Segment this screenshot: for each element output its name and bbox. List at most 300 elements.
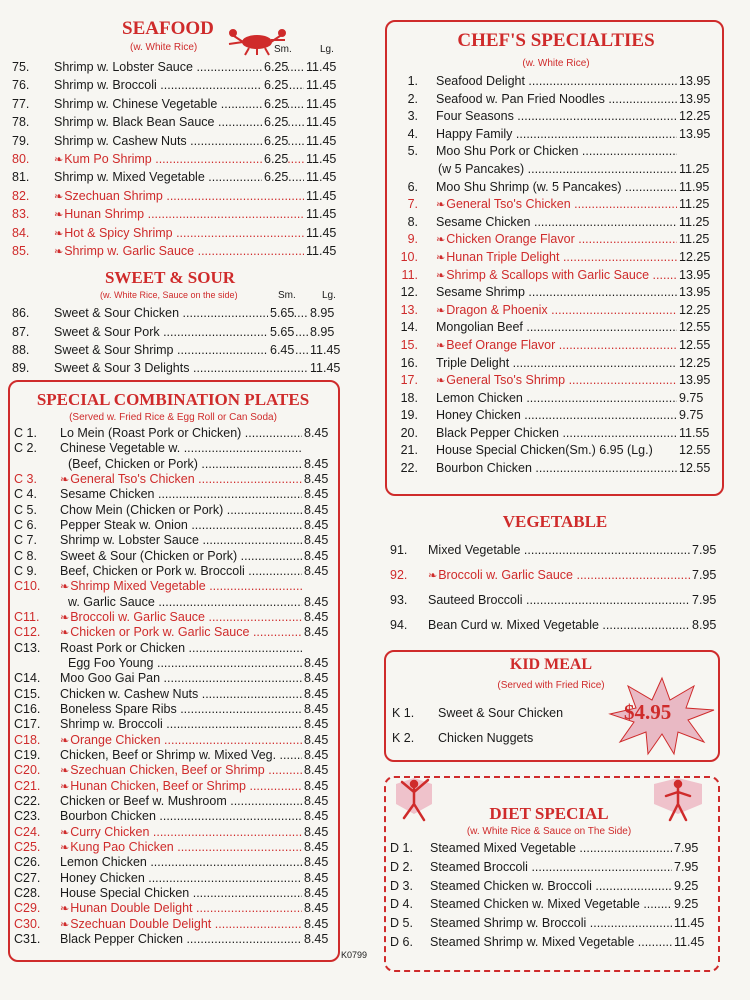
item-price-large: 11.45: [304, 76, 336, 94]
item-price: 8.45: [304, 839, 329, 854]
item-number: D 6.: [390, 934, 413, 949]
item-price: 9.25: [672, 895, 698, 914]
sweet-sour-list: [12, 304, 342, 378]
item-marker: [436, 303, 446, 317]
item-name: ❧ Shrimp & Scallops with Garlic Sauce .....: [436, 267, 677, 286]
item-name: Bourbon Chicken .....: [436, 460, 677, 478]
item-marker: [60, 840, 70, 854]
item-name: (w 5 Pancakes) .....: [438, 161, 677, 179]
item-marker: [436, 197, 446, 211]
item-marker: [60, 579, 70, 593]
item-name: Sesame Chicken .....: [436, 214, 677, 232]
vegetable-section: [390, 512, 720, 638]
item-price-small: 6.25: [262, 113, 288, 131]
menu-item: [12, 113, 342, 131]
item-price: 8.45: [304, 747, 329, 762]
item-price: 13.95: [677, 126, 710, 144]
menu-item: [12, 323, 342, 341]
menu-item: [398, 284, 714, 302]
item-price: 8.95: [690, 613, 716, 638]
menu-item: [14, 932, 332, 947]
item-name: ❧ Kum Po Shrimp .....: [54, 150, 304, 169]
menu-item: [14, 671, 332, 686]
item-marker: [54, 152, 64, 166]
item-number: K 1.: [392, 706, 415, 720]
item-price-small: 6.25: [262, 168, 288, 186]
item-name: Honey Chicken .....: [436, 407, 677, 425]
item-name: Shrimp w. Cashew Nuts .....: [54, 132, 304, 150]
item-marker: [54, 189, 64, 203]
item-name: ❧ Szechuan Double Delight .....: [60, 917, 302, 933]
item-price-large: 11.45: [308, 359, 340, 377]
item-number: C 6.: [14, 517, 37, 532]
menu-item: [390, 933, 708, 952]
menu-item: [14, 763, 332, 778]
item-price-small: 6.25: [262, 58, 288, 76]
item-number: 7.: [407, 197, 418, 212]
menu-item: [14, 687, 332, 702]
menu-item: [12, 341, 342, 359]
item-number: 12.: [400, 285, 418, 300]
menu-item: [398, 214, 714, 232]
item-price: 11.45: [672, 914, 704, 933]
vegetable-list: [390, 538, 720, 638]
item-name: Sesame Chicken .....: [60, 487, 302, 502]
menu-item: [398, 425, 714, 443]
item-name: ❧ Hunan Shrimp .....: [54, 205, 304, 224]
item-price-large: 11.45: [304, 205, 336, 223]
item-price-large: 11.45: [304, 224, 336, 242]
item-price: 11.25: [677, 231, 709, 249]
item-number: C 5.: [14, 502, 37, 517]
combo-title: SPECIAL COMBINATION PLATES: [36, 390, 310, 409]
item-name: Steamed Mixed Vegetable .....: [430, 839, 672, 858]
item-number: 79.: [12, 133, 30, 148]
item-number: K 2.: [392, 731, 415, 745]
item-price: 8.45: [304, 824, 329, 839]
item-price: 12.25: [677, 108, 710, 126]
item-price: 12.55: [677, 337, 710, 355]
item-price: 8.45: [304, 487, 329, 502]
item-number: 93.: [390, 593, 408, 607]
combination-section: [14, 390, 332, 947]
item-name: ❧ Shrimp w. Garlic Sauce .....: [54, 242, 304, 261]
item-price: 7.95: [690, 588, 716, 613]
item-price: 9.75: [677, 407, 703, 425]
item-number: D 2.: [390, 859, 413, 874]
item-name: Beef, Chicken or Pork w. Broccoli .....: [60, 564, 302, 579]
item-name: Shrimp w. Mixed Vegetable .....: [54, 168, 304, 186]
menu-item: [14, 487, 332, 502]
item-number: 91.: [390, 543, 408, 557]
menu-item: [14, 871, 332, 886]
item-price: 11.25: [677, 196, 709, 214]
item-number: 6.: [407, 179, 418, 194]
menu-item: [390, 877, 708, 896]
item-name: Steamed Shrimp w. Mixed Vegetable .....: [430, 933, 672, 952]
item-price: 13.95: [677, 284, 710, 302]
item-name: Chinese Vegetable w. .....: [60, 441, 302, 456]
diet-list: [390, 839, 708, 952]
item-number: 4.: [407, 126, 418, 141]
item-name: Sweet & Sour 3 Delights .....: [54, 359, 308, 377]
item-price: 12.55: [677, 460, 710, 478]
menu-item: [12, 76, 342, 94]
item-name: (Beef, Chicken or Pork) .....: [68, 457, 302, 472]
item-number: 77.: [12, 96, 30, 111]
item-name: Chicken Nuggets: [438, 731, 534, 745]
item-number: 84.: [12, 225, 30, 240]
item-number: 85.: [12, 243, 30, 258]
item-number: 10.: [400, 249, 418, 264]
item-price: 8.45: [304, 901, 329, 916]
item-name: ❧ Hot & Spicy Shrimp .....: [54, 224, 304, 243]
menu-item: [14, 794, 332, 809]
chef-section: [398, 30, 714, 478]
item-number: 81.: [12, 170, 30, 185]
item-number: 20.: [400, 425, 418, 440]
diet-section: [390, 804, 708, 952]
item-price: 7.95: [690, 538, 716, 563]
menu-item: [390, 895, 708, 914]
menu-item: [398, 372, 714, 390]
item-name: Black Pepper Chicken .....: [60, 932, 302, 947]
item-name: ❧ Beef Orange Flavor .....: [436, 337, 677, 356]
item-number: D 1.: [390, 841, 413, 855]
menu-item: [398, 179, 714, 197]
item-price: 8.45: [304, 763, 329, 778]
item-name: Roast Pork or Chicken .....: [60, 641, 302, 656]
menu-item: [12, 132, 342, 150]
item-marker: [436, 250, 446, 264]
item-price-large: 8.95: [308, 304, 334, 322]
item-marker: [436, 373, 446, 387]
diet-subtitle: (w. White Rice & Sauce on The Side): [466, 826, 632, 837]
item-number: C23.: [14, 809, 41, 824]
item-number: D 3.: [390, 878, 413, 893]
menu-item: [14, 855, 332, 870]
menu-item: [398, 460, 714, 478]
menu-item: [398, 249, 714, 267]
item-price: 11.25: [677, 161, 709, 179]
item-name: Seafood w. Pan Fried Noodles .....: [436, 91, 677, 109]
item-price: 8.45: [304, 931, 329, 946]
item-price: 8.45: [304, 732, 329, 747]
item-marker: [60, 625, 70, 639]
item-number: C 4.: [14, 487, 37, 502]
item-price: 8.45: [304, 809, 329, 824]
item-name: ❧ Orange Chicken .....: [60, 733, 302, 749]
item-marker: [436, 268, 446, 282]
menu-item: [12, 304, 342, 322]
item-price: 12.25: [677, 302, 710, 320]
item-name: Shrimp w. Lobster Sauce .....: [54, 58, 304, 76]
item-price: 8.45: [304, 778, 329, 793]
item-price-small: 6.25: [262, 76, 288, 94]
item-number: 16.: [400, 355, 418, 370]
chef-list: [398, 73, 714, 478]
item-price-small: 6.45: [268, 341, 294, 359]
chef-title: CHEF'S SPECIALTIES: [457, 30, 655, 51]
menu-item: [14, 702, 332, 717]
item-price: 8.45: [304, 870, 329, 885]
item-name: House Special Chicken .....: [60, 886, 302, 901]
item-price: 8.45: [304, 885, 329, 900]
menu-item: [14, 518, 332, 533]
item-number: C18.: [14, 732, 41, 747]
item-number: 76.: [12, 78, 30, 93]
item-name: ❧ Chicken or Pork w. Garlic Sauce .....: [60, 625, 302, 641]
item-number: C26.: [14, 855, 41, 870]
item-marker: [60, 901, 70, 915]
item-marker: [60, 763, 70, 777]
item-name: Steamed Shrimp w. Broccoli .....: [430, 914, 672, 933]
menu-item: [14, 595, 332, 610]
item-price: 12.25: [677, 355, 710, 373]
item-price: 8.45: [304, 655, 329, 670]
item-price: 8.45: [304, 471, 329, 486]
item-number: C20.: [14, 763, 41, 778]
item-name: Shrimp w. Broccoli .....: [54, 76, 304, 94]
menu-item: [398, 319, 714, 337]
item-price: 8.45: [304, 426, 329, 440]
item-name: Lemon Chicken .....: [60, 855, 302, 870]
item-price: 8.45: [304, 916, 329, 931]
item-number: C29.: [14, 901, 41, 916]
item-number: 3.: [407, 109, 418, 124]
menu-item: [14, 809, 332, 824]
item-name: w. Garlic Sauce .....: [68, 595, 302, 610]
kid-title: KID MEAL: [509, 656, 593, 673]
item-price: 8.45: [304, 563, 329, 578]
item-name: Boneless Spare Ribs .....: [60, 702, 302, 717]
item-name: Black Pepper Chicken .....: [436, 425, 677, 443]
item-name: ❧ General Tso's Chicken .....: [60, 472, 302, 488]
item-price-large: 11.45: [304, 242, 336, 260]
item-number: 17.: [400, 373, 418, 388]
item-price: 12.55: [677, 442, 710, 460]
item-number: D 4.: [390, 897, 413, 912]
item-marker: [60, 472, 70, 486]
item-name: Moo Shu Pork or Chicken .....: [436, 143, 677, 161]
item-number: C22.: [14, 793, 41, 808]
item-price-small: 6.25: [262, 132, 288, 150]
item-price: 8.45: [304, 855, 329, 870]
menu-item: [14, 472, 332, 487]
item-price: 8.45: [304, 701, 329, 716]
menu-item: [398, 407, 714, 425]
menu-item: [14, 564, 332, 579]
item-number: 18.: [400, 390, 418, 405]
item-price: 7.95: [672, 839, 698, 858]
kid-subtitle: (Served with Fried Rice): [497, 680, 605, 691]
menu-item: [398, 267, 714, 285]
item-price-large: 11.45: [304, 95, 336, 113]
item-number: C11.: [14, 609, 40, 624]
item-number: 5.: [407, 144, 418, 159]
item-name: Bourbon Chicken .....: [60, 809, 302, 824]
menu-item: [12, 58, 342, 76]
sweet-sour-col-lg: Lg.: [322, 290, 336, 302]
item-name: ❧ Shrimp Mixed Vegetable .....: [60, 579, 302, 595]
item-name: Honey Chicken .....: [60, 871, 302, 886]
item-number: C14.: [14, 671, 41, 686]
menu-item: [14, 457, 332, 472]
item-name: ❧ Szechuan Shrimp .....: [54, 187, 304, 206]
item-name: ❧ Broccoli w. Garlic Sauce .....: [428, 563, 690, 589]
item-price-large: 11.45: [304, 132, 336, 150]
menu-item: [14, 886, 332, 901]
item-marker: [436, 338, 446, 352]
seafood-subtitle: (w. White Rice): [130, 42, 198, 53]
item-number: 80.: [12, 151, 30, 166]
item-number: 9.: [407, 232, 418, 247]
item-number: C27.: [14, 870, 41, 885]
seafood-col-sm: Sm.: [274, 44, 292, 55]
chef-subtitle: (w. White Rice): [522, 58, 590, 69]
item-number: 78.: [12, 115, 30, 130]
menu-item: [12, 205, 342, 223]
item-price-large: 11.45: [304, 168, 336, 186]
item-name: ❧ Kung Pao Chicken .....: [60, 840, 302, 856]
item-name: House Special Chicken(Sm.) 6.95 (Lg.): [436, 443, 653, 458]
menu-item: [14, 579, 332, 594]
item-name: ❧ Hunan Chicken, Beef or Shrimp .....: [60, 779, 302, 795]
item-number: 82.: [12, 188, 30, 203]
item-number: 92.: [390, 568, 408, 582]
item-name: Bean Curd w. Mixed Vegetable .....: [428, 613, 690, 638]
item-price: 11.45: [672, 933, 704, 952]
menu-item: [390, 538, 720, 563]
item-price: 8.45: [304, 517, 329, 532]
item-number: C 8.: [14, 548, 37, 563]
item-name: Happy Family .....: [436, 126, 677, 144]
item-name: Moo Shu Shrimp (w. 5 Pancakes) .....: [436, 179, 677, 197]
item-marker: [54, 207, 64, 221]
item-price-large: 11.45: [304, 187, 336, 205]
menu-item: [398, 390, 714, 408]
menu-item: [390, 563, 720, 588]
kid-price: $4.95: [624, 700, 672, 724]
item-price: 8.45: [304, 671, 329, 686]
item-number: C28.: [14, 885, 41, 900]
vegetable-title: VEGETABLE: [502, 512, 608, 531]
item-number: C 3.: [14, 471, 37, 486]
item-number: 2.: [407, 91, 418, 106]
menu-item: [14, 840, 332, 855]
menu-item: [12, 95, 342, 113]
item-number: 87.: [12, 324, 30, 339]
menu-item: [14, 549, 332, 564]
item-price: 8.45: [304, 548, 329, 563]
item-name: ❧ Curry Chicken .....: [60, 825, 302, 841]
menu-item: [14, 441, 332, 456]
menu-item: [390, 613, 720, 638]
item-number: 22.: [400, 461, 418, 476]
item-number: C 1.: [14, 426, 37, 440]
item-name: Steamed Chicken w. Broccoli .....: [430, 877, 672, 896]
item-marker: [60, 917, 70, 931]
menu-item: [390, 588, 720, 613]
item-price-small: 6.25: [262, 150, 288, 168]
item-price: 12.55: [677, 319, 710, 337]
item-name: Sauteed Broccoli .....: [428, 588, 690, 613]
item-number: C21.: [14, 778, 41, 793]
item-number: 83.: [12, 207, 30, 222]
item-price-small: 5.65: [268, 323, 294, 341]
item-name: ❧ Hunan Triple Delight .....: [436, 249, 677, 268]
item-price: 7.95: [690, 563, 716, 588]
item-name: ❧ Chicken Orange Flavor .....: [436, 231, 677, 250]
item-name: Mongolian Beef .....: [436, 319, 677, 337]
item-name: Pepper Steak w. Onion .....: [60, 518, 302, 533]
item-number: 94.: [390, 618, 408, 632]
item-price: 8.45: [304, 717, 329, 732]
item-number: C15.: [14, 686, 41, 701]
diet-title: DIET SPECIAL: [489, 804, 609, 823]
menu-item: [14, 426, 332, 441]
item-price: 11.55: [677, 425, 709, 443]
menu-item: [398, 108, 714, 126]
combo-subtitle: (Served w. Fried Rice & Egg Roll or Can Soda): [69, 412, 277, 423]
item-number: C12.: [14, 625, 41, 640]
item-number: C 7.: [14, 533, 37, 548]
item-marker: [54, 244, 64, 258]
item-marker: [428, 568, 438, 582]
menu-item: [14, 656, 332, 671]
menu-item: [14, 901, 332, 916]
item-marker: [436, 232, 446, 246]
item-number: C24.: [14, 824, 41, 839]
item-name: Lo Mein (Roast Pork or Chicken) .....: [60, 426, 302, 441]
menu-item: [398, 91, 714, 109]
item-name: ❧ Szechuan Chicken, Beef or Shrimp .....: [60, 763, 302, 779]
item-name: Chicken or Beef w. Mushroom .....: [60, 794, 302, 809]
item-price-large: 11.45: [304, 58, 336, 76]
item-price: 8.45: [304, 502, 329, 517]
sweet-sour-col-sm: Sm.: [278, 290, 296, 302]
item-price: 13.95: [677, 267, 710, 285]
menu-item: [14, 733, 332, 748]
item-number: D 5.: [390, 916, 413, 931]
item-name: Triple Delight .....: [436, 355, 677, 373]
combo-list: [14, 426, 332, 947]
item-name: ❧ Dragon & Phoenix .....: [436, 302, 677, 321]
item-number: C 9.: [14, 563, 37, 578]
seafood-col-lg: Lg.: [320, 44, 334, 55]
menu-item: [12, 224, 342, 242]
item-number: 1.: [407, 74, 418, 88]
item-price: 8.45: [304, 594, 329, 609]
item-number: C 2.: [14, 441, 37, 456]
item-number: 15.: [400, 337, 418, 352]
item-number: C31.: [14, 931, 41, 946]
item-name: Chow Mein (Chicken or Pork) .....: [60, 503, 302, 518]
menu-item: [12, 150, 342, 168]
seafood-title: SEAFOOD: [122, 18, 214, 39]
menu-item: [398, 302, 714, 320]
menu-item: [398, 126, 714, 144]
item-name: ❧ Broccoli w. Garlic Sauce .....: [60, 610, 302, 626]
menu-item: [398, 143, 714, 161]
item-price-small: 5.65: [268, 304, 294, 322]
menu-item: [390, 914, 708, 933]
item-name: ❧ General Tso's Chicken .....: [436, 196, 677, 215]
item-number: 11.: [401, 267, 418, 282]
item-price: 8.45: [304, 625, 329, 640]
item-number: C17.: [14, 717, 41, 732]
item-number: 21.: [400, 443, 418, 458]
